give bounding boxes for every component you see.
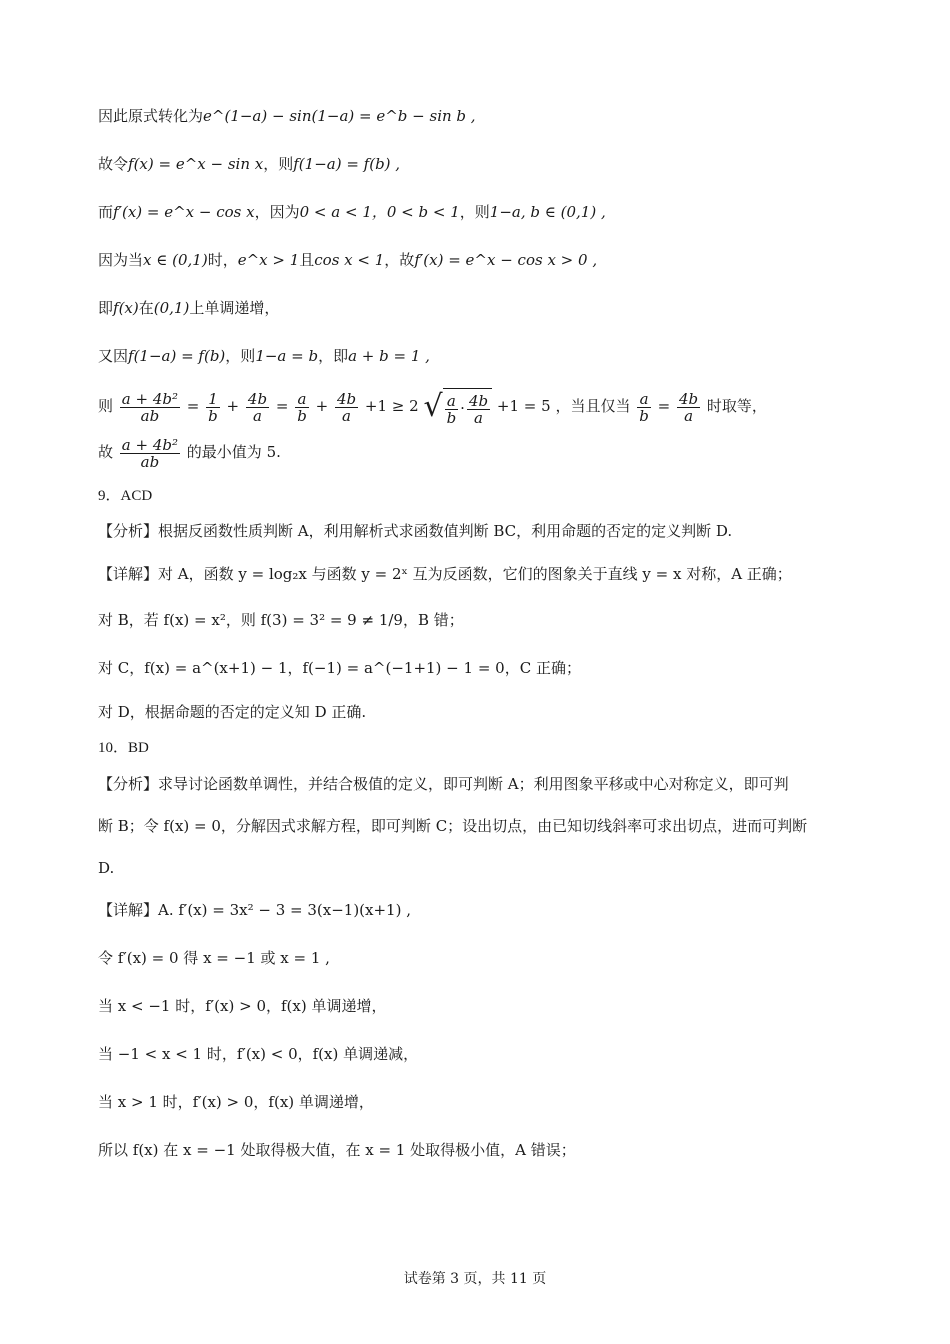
fraction: [295, 391, 309, 424]
math: f(1−a) = f(b): [128, 347, 226, 365]
line-let-f: [98, 154, 400, 174]
text: 故令: [98, 155, 129, 173]
q9-detail: 【详解】对 A，函数 y = log₂x 与函数 y = 2ˣ 互为反函数，它们的图象关于直线 y = x 对称，A 正确；: [98, 565, 792, 583]
numerator: 1: [206, 391, 220, 408]
text: 因此原式转化为: [98, 107, 204, 125]
text: 而: [98, 203, 114, 221]
fraction: [677, 391, 700, 424]
text: 在: [138, 299, 154, 317]
q10-line-5: 所以 f(x) 在 x = −1 处取得极大值，在 x = 1 处取得极小值，A 错误；: [98, 1141, 576, 1159]
operator: =: [657, 397, 671, 415]
text: ，则: [459, 203, 490, 221]
denominator: ab: [140, 406, 160, 425]
denominator: ab: [140, 452, 160, 471]
operator: =: [186, 397, 200, 415]
denominator: b: [446, 408, 457, 427]
math: 0 < a < 1，0 < b < 1: [299, 203, 460, 221]
text: 时取等，: [706, 397, 767, 415]
denominator: b: [639, 406, 649, 425]
math: e^x > 1: [237, 251, 300, 269]
text: ，即: [318, 347, 349, 365]
math: f(x): [113, 299, 139, 317]
denominator: a: [684, 406, 694, 425]
text: 故: [98, 443, 114, 461]
math: 1−a, b ∈ (0,1) ,: [489, 203, 606, 221]
denominator: b: [208, 406, 218, 425]
text: ，则: [263, 155, 294, 173]
q10-analysis-2: 断 B；令 f(x) = 0，分解因式求解方程，即可判断 C；设出切点，由已知切线斜率可求出切点，进而可判断: [98, 817, 808, 835]
math: cos x < 1: [314, 251, 385, 269]
q9-b: 对 B，若 f(x) = x²，则 f(3) = 3² = 9 ≠ 1/9，B 错；: [98, 611, 464, 629]
text: ，则: [225, 347, 256, 365]
text: 又因: [98, 347, 129, 365]
q10-line-2: 当 x < −1 时，f′(x) > 0，f(x) 单调递增，: [98, 997, 387, 1015]
numerator: a: [445, 393, 459, 410]
numerator: a + 4b²: [121, 435, 179, 454]
line-inequality: [98, 388, 767, 426]
operator: ·: [460, 399, 465, 417]
operator: +: [226, 397, 240, 415]
operator: =: [275, 397, 289, 415]
math: e^(1−a) − sin(1−a) = e^b − sin b ,: [203, 107, 476, 125]
fraction: [467, 393, 490, 426]
denominator: b: [297, 406, 307, 425]
numerator: a: [295, 391, 309, 408]
q10-line-3: 当 −1 < x < 1 时，f′(x) < 0，f(x) 单调递减，: [98, 1045, 419, 1063]
fraction: [246, 391, 269, 424]
text: 且: [299, 251, 315, 269]
q9-analysis: 【分析】根据反函数性质判断 A，利用解析式求函数值判断 BC，利用命题的否定的定义判断 D.: [98, 522, 733, 540]
text: 因为当: [98, 251, 144, 269]
denominator: a: [342, 406, 351, 425]
fraction: [120, 391, 180, 424]
operator: +1 = 5: [496, 397, 551, 415]
q10-analysis-1: 【分析】求导讨论函数单调性，并结合极值的定义，即可判断 A；利用图象平移或中心对称定义，即可判: [98, 775, 789, 793]
q10-line-4: 当 x > 1 时，f′(x) > 0，f(x) 单调递增，: [98, 1093, 374, 1111]
line-increasing: [98, 298, 279, 318]
numerator: a: [637, 391, 651, 408]
q9-c: 对 C，f(x) = a^(x+1) − 1，f(−1) = a^(−1+1) − 1 = 0，C 正确；: [98, 659, 581, 677]
math: f′(x) = e^x − cos x > 0 ,: [414, 251, 598, 269]
math: f(1−a) = f(b) ,: [293, 155, 401, 173]
numerator: 4b: [247, 389, 268, 408]
radical-icon: √: [423, 389, 443, 424]
math: 1−a = b: [255, 347, 319, 365]
square-root: [423, 388, 492, 426]
q10-line-1: 令 f′(x) = 0 得 x = −1 或 x = 1 ,: [98, 949, 330, 967]
q9-d: 对 D，根据命题的否定的定义知 D 正确.: [98, 703, 367, 721]
fraction: [206, 391, 220, 424]
numerator: a + 4b²: [121, 389, 179, 408]
text: 上单调递增，: [189, 299, 280, 317]
line-transform: [98, 106, 476, 126]
fraction: [445, 393, 459, 426]
line-sum: [98, 346, 430, 366]
operator: +: [315, 397, 329, 415]
q10-detail: 【详解】A. f′(x) = 3x² − 3 = 3(x−1)(x+1) ,: [98, 901, 411, 919]
math: f′(x) = e^x − cos x: [113, 203, 255, 221]
line-minimum: [98, 434, 281, 470]
numerator: 4b: [678, 389, 699, 408]
text: 的最小值为 5.: [186, 443, 281, 461]
fraction: [335, 391, 358, 424]
numerator: 4b: [468, 391, 489, 410]
text: ，当且仅当: [555, 397, 631, 415]
text: ，因为: [254, 203, 300, 221]
math: x ∈ (0,1): [143, 251, 208, 269]
radicand: [443, 388, 493, 426]
math: f(x) = e^x − sin x: [128, 155, 264, 173]
fraction: [120, 437, 180, 470]
question-9-answer: 9．ACD: [98, 488, 153, 504]
fraction: [637, 391, 651, 424]
question-10-answer: 10．BD: [98, 740, 149, 756]
math: (0,1): [153, 299, 190, 317]
line-derivative: [98, 202, 606, 222]
text: 即: [98, 299, 114, 317]
numerator: 4b: [336, 389, 357, 408]
line-positive: [98, 250, 597, 270]
q10-analysis-3: D.: [98, 859, 115, 877]
math: a + b = 1 ,: [348, 347, 430, 365]
text: 则: [98, 397, 114, 415]
operator: +1 ≥ 2: [364, 397, 419, 415]
page-footer: 试卷第 3 页，共 11 页: [403, 1271, 547, 1287]
text: 时，: [207, 251, 238, 269]
denominator: a: [474, 408, 483, 427]
text: ，故: [384, 251, 415, 269]
denominator: a: [253, 406, 262, 425]
